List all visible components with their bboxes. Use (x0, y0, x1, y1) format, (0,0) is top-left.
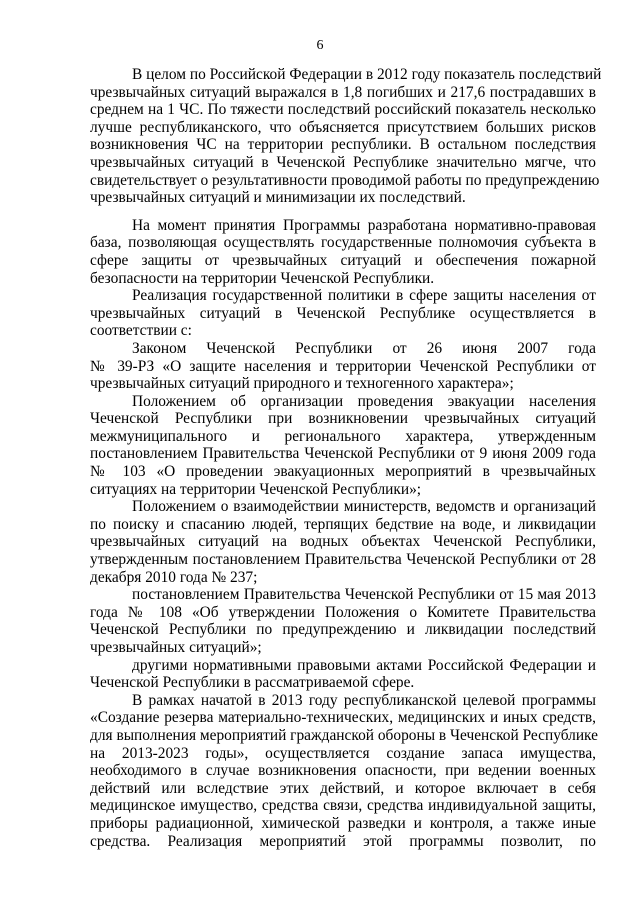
text-line: безопасности на территории Чеченской Республики. (90, 269, 435, 287)
text-line: Положением об организации проведения эвакуации населения (132, 392, 596, 410)
text-line: межмуниципального и регионального характера, утвержденным (90, 427, 596, 445)
text-line: чрезвычайных ситуаций в Чеченской Республике осуществляется в (90, 304, 596, 322)
text-line: № 103 «О проведении эвакуационных мероприятий в чрезвычайных (90, 463, 596, 481)
text-line: действий или вследствие этих действий, и которое включает в себя (90, 779, 596, 797)
paragraph (90, 586, 596, 656)
text-line: ситуациях на территории Чеченской Республики»; (90, 480, 422, 498)
paragraph (90, 657, 596, 692)
paragraph (90, 217, 596, 287)
text-line: «Создание резерва материально-технических, медицинских и иных средств, (90, 709, 596, 727)
text-line: Чеченской Республики при возникновении чрезвычайных ситуаций (90, 410, 596, 428)
text-line: чрезвычайных ситуаций природного и техногенного характера»; (90, 375, 514, 393)
text-line: по поиску и спасанию людей, терпящих бедствие на воде, и ликвидации (90, 515, 596, 533)
text-line: В рамках начатой в 2013 году республиканской целевой программы (132, 691, 596, 709)
text-line: Законом Чеченской Республики от 26 июня 2007 года (132, 339, 596, 357)
text-line: для выполнения мероприятий гражданской обороны в Чеченской Республике (90, 726, 598, 744)
text-line: свидетельствует о результативности проводимой работы по предупреждению (90, 171, 600, 189)
text-line: чрезвычайных ситуаций и минимизации их последствий. (90, 189, 466, 207)
paragraph (90, 692, 596, 850)
text-line: декабря 2010 года № 237; (90, 568, 258, 586)
document-body (90, 66, 602, 850)
paragraph (90, 393, 596, 499)
text-line: утвержденным постановлением Правительства Чеченской Республики от 28 (90, 551, 596, 569)
text-line: На момент принятия Программы разработана нормативно-правовая (132, 216, 596, 234)
page-number: 6 (316, 38, 324, 53)
text-line: Реализация государственной политики в сфере защиты населения от (132, 287, 596, 305)
text-line: медицинское имущество, средства связи, средства индивидуальной защиты, (90, 797, 596, 815)
text-line: Чеченской Республики в рассматриваемой сфере. (90, 674, 415, 692)
text-line: средства. Реализация мероприятий этой программы позволит, по (90, 832, 596, 850)
text-line: возникновения ЧС на территории республики. В остальном последствия (90, 136, 596, 154)
paragraph (90, 498, 596, 586)
text-line: чрезвычайных ситуаций в Чеченской Республике значительно мягче, что (90, 153, 596, 171)
text-line: № 39-РЗ «О защите населения и территории Чеченской Республики от (90, 357, 596, 375)
text-line: другими нормативными правовыми актами Российской Федерации и (132, 656, 596, 674)
text-line: Положением о взаимодействии министерств, ведомств и организаций (132, 498, 596, 516)
text-line: Чеченской Республики по предупреждению и ликвидации последствий (90, 621, 596, 639)
text-line: среднем на 1 ЧС. По тяжести последствий российский показатель несколько (90, 101, 596, 119)
text-line: приборы радиационной, химической разведки и контроля, а также иные (90, 814, 596, 832)
paragraph (90, 287, 596, 340)
text-line: необходимого в случае возникновения опасности, при ведении военных (90, 762, 596, 780)
text-line: В целом по Российской Федерации в 2012 году показатель последствий (132, 66, 602, 83)
text-line: года № 108 «Об утверждении Положения о Комитете Правительства (90, 603, 596, 621)
text-line: чрезвычайных ситуаций выражался в 1,8 погибших и 217,6 пострадавших в (90, 83, 596, 101)
text-line: лучше республиканского, что объясняется присутствием больших рисков (90, 118, 596, 136)
text-line: чрезвычайных ситуаций на водных объектах Чеченской Республики, (90, 533, 596, 551)
text-line: постановлением Правительства Чеченской Республики от 9 июня 2009 года (90, 445, 596, 463)
paragraph (90, 340, 596, 393)
paragraph-gap (90, 207, 596, 217)
text-line: соответствии с: (90, 322, 192, 340)
text-line: чрезвычайных ситуаций»; (90, 639, 262, 656)
text-line: сфере защиты от чрезвычайных ситуаций и обеспечения пожарной (90, 251, 596, 269)
text-line: база, позволяющая осуществлять государственные полномочия субъекта в (90, 234, 596, 252)
text-line: постановлением Правительства Чеченской Республики от 15 мая 2013 (132, 586, 596, 604)
text-line: на 2013-2023 годы», осуществляется создание запаса имущества, (90, 744, 596, 762)
paragraph (90, 66, 602, 207)
